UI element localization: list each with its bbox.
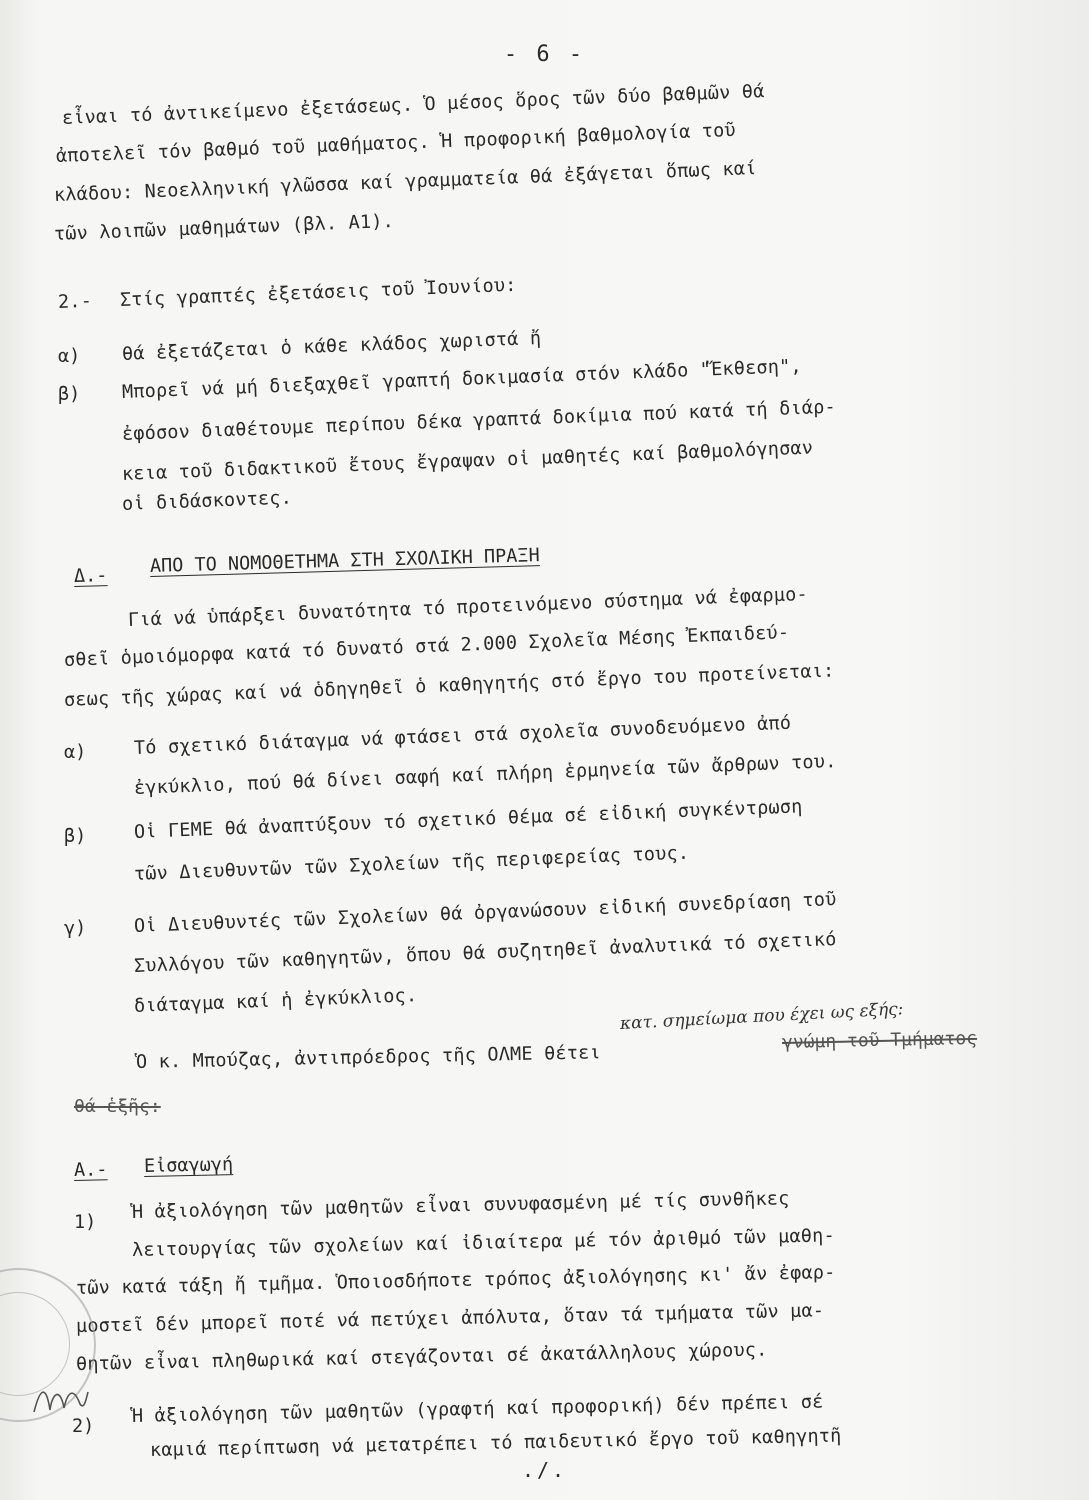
section-a-item-1-line-3: τῶν κατά τάξη ἤ τμῆμα. Ὁποιοσδήποτε τρόπος ἀξιολόγησης κι' ἄν ἐφαρ- (75, 1262, 836, 1299)
section-a-item-2-mark: 2) (72, 1416, 95, 1437)
section-a-title: Εἰσαγωγή (143, 1154, 234, 1177)
signature (30, 1380, 90, 1420)
handwritten-annotation: κατ. σημείωμα που έχει ως εξής: (619, 999, 904, 1034)
section-a-item-2-line-1: Ἡ ἀξιολόγηση τῶν μαθητῶν (γραφτή καί προφορική) δέν πρέπει σέ (131, 1391, 824, 1427)
item2-b-line-4: οἱ διδάσκοντες. (121, 487, 293, 515)
intro-line-2: ἀποτελεῖ τόν βαθμό τοῦ μαθήματος. Ἡ προφορική βαθμολογία τοῦ (55, 119, 737, 167)
speaker-line: Ὁ κ. Μπούζας, ἀντιπρόεδρος τῆς ΟΛΜΕ θέτει (135, 1042, 601, 1073)
delta-item-a-line-1: Τό σχετικό διάταγμα νά φτάσει στά σχολεῖα συνοδευόμενο ἀπό (133, 712, 792, 759)
delta-para-line-3: σεως τῆς χώρας καί νά ὁδηγηθεῖ ὁ καθηγητής στό ἔργο του προτείνεται: (63, 660, 835, 711)
item2-a-text: θά ἐξετάζεται ὁ κάθε κλάδος χωριστά ἤ (121, 327, 542, 365)
section-delta-title: ΑΠΟ ΤΟ ΝΟΜΟΘΕΤΗΜΑ ΣΤΗ ΣΧΟΛΙΚΗ ΠΡΑΞΗ (149, 545, 540, 577)
section-a-item-1-line-2: λειτουργίας τῶν σχολείων καί ἰδιαίτερα μέ τόν ἀριθμό τῶν μαθη- (131, 1225, 836, 1261)
section-a-label: Α.- (73, 1159, 108, 1181)
intro-line-4: τῶν λοιπῶν μαθημάτων (βλ. Α1). (53, 210, 395, 245)
delta-para-line-2: σθεῖ ὁμοιόμορφα κατά τό δυνατό στά 2.000 Σχολεῖα Μέσης Ἐκπαιδεύ- (63, 622, 790, 671)
intro-line-1: εἶναι τό ἀντικείμενο ἐξετάσεως. Ὁ μέσος ὅρος τῶν δύο βαθμῶν θά (61, 81, 765, 129)
item2-b-line-1: Μπορεῖ νά μή διεξαχθεῖ γραπτή δοκιμασία στόν κλάδο "Ἔκθεση", (121, 355, 803, 403)
delta-item-c-line-1: Οἱ Διευθυντές τῶν Σχολείων θά ὀργανώσουν εἰδική συνεδρίαση τοῦ (133, 889, 837, 937)
item2-b-line-2: ἐφόσον διαθέτουμε περίπου δέκα γραπτά δοκίμια πού κατά τή διάρ- (121, 396, 837, 445)
continuation-mark: ./. (521, 1458, 568, 1482)
delta-item-b-mark: β) (64, 826, 87, 847)
page-number: - 6 - (503, 42, 586, 67)
delta-item-b-line-2: τῶν Διευθυντῶν τῶν Σχολείων τῆς περιφερείας τους. (133, 842, 690, 885)
delta-para-line-1: Γιά νά ὑπάρξει δυνατότητα τό προτεινόμενο σύστημα νά ἐφαρμο- (127, 583, 809, 631)
delta-item-c-mark: γ) (64, 918, 87, 939)
struck-text: γνώμη τοῦ Τμήματος (781, 1027, 978, 1053)
delta-item-c-line-3: διάταγμα καί ἡ ἐγκύκλιος. (133, 985, 418, 1017)
item2-b-line-3: κεια τοῦ διδακτικοῦ ἔτους ἔγραψαν οἱ μαθητές καί βαθμολόγησαν (121, 437, 814, 485)
delta-item-c-line-2: Συλλόγου τῶν καθηγητῶν, ὅπου θά συζητηθεῖ ἀναλυτικά τό σχετικό (133, 929, 837, 977)
section-a-item-1-line-1: Ἡ ἀξιολόγηση τῶν μαθητῶν εἶναι συνυφασμένη μέ τίς συνθῆκες (131, 1188, 790, 1223)
item2-label: 2.- (57, 290, 93, 313)
struck-text-2: θά ἑξῆς: (74, 1096, 161, 1117)
delta-item-a-line-2: ἐγκύκλιο, πού θά δίνει σαφή καί πλήρη ἑρμηνεία τῶν ἄρθρων του. (133, 751, 837, 799)
delta-item-a-mark: α) (64, 742, 87, 763)
section-a-item-2-line-2: καμιά περίπτωση νά μετατρέπει τό παιδευτικό ἔργο τοῦ καθηγητῆ (149, 1425, 842, 1461)
item2-b-mark: β) (58, 384, 81, 405)
intro-line-3: κλάδου: Νεοελληνική γλῶσσα καί γραμματεία θά ἐξάγεται ὅπως καί (53, 158, 757, 206)
section-a-item-1-mark: 1) (74, 1212, 97, 1233)
section-delta-label: Δ.- (73, 565, 108, 587)
delta-item-b-line-1: Οἱ ΓΕΜΕ θά ἀναπτύξουν τό σχετικό θέμα σέ εἰδική συγκέντρωση (133, 796, 803, 843)
section-a-item-1-line-5: θητῶν εἶναι πληθωρικά καί στεγάζονται σέ ἀκατάλληλους χώρους. (75, 1339, 768, 1375)
section-a-item-1-line-4: μοστεῖ δέν μπορεῖ ποτέ νά πετύχει ἀπόλυτα, ὅταν τά τμήματα τῶν μα- (75, 1300, 825, 1337)
item2-text: Στίς γραπτές ἐξετάσεις τοῦ Ἰουνίου: (119, 274, 517, 311)
item2-a-mark: α) (58, 346, 81, 367)
